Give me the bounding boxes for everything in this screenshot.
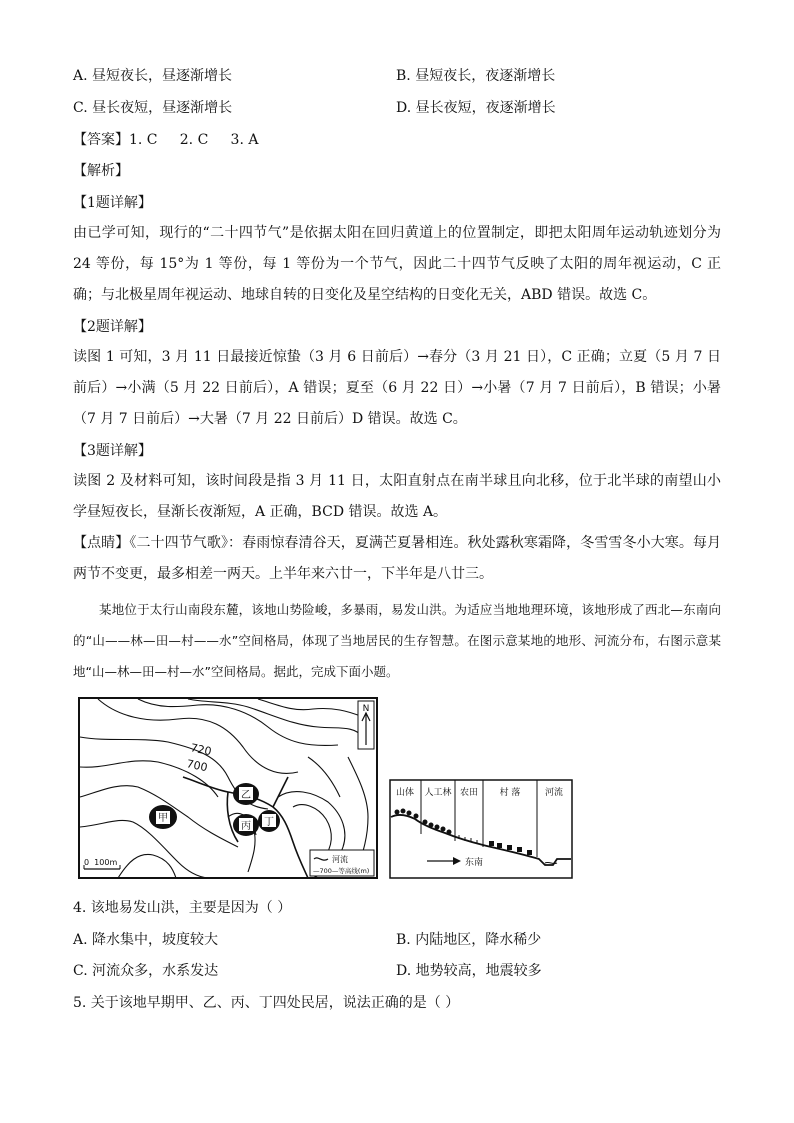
detail1-label: 【1题详解】: [73, 195, 152, 211]
legend-river: 河流: [332, 855, 348, 864]
q4-stem: 4. 该地易发山洪，主要是因为（ ）: [73, 900, 292, 916]
tip-label: 【点睛】: [73, 535, 130, 551]
detail2-text: 读图 1 可知，3 月 11 日最接近惊蛰（3 月 6 日前后）→春分（3 月 21 日），C 正确；立夏（5 月 7 日前后）→小满（5 月 22 日前后），A 错误；夏至（6 月 22 日）→小暑（7 月 7 日前后），B 错误；小暑（7 月 7 日前后）→大暑（7 月 22 日前后）D 错误。故选 C。: [73, 349, 721, 427]
q4-option-d: D. 地势较高，地震较多: [396, 963, 542, 979]
direction-label: 东南: [465, 858, 484, 868]
q5-stem: 5. 关于该地早期甲、乙、丙、丁四处民居，说法正确的是（ ）: [73, 995, 460, 1011]
contour-label-720: 720: [189, 741, 213, 759]
map-legend: [310, 850, 374, 876]
place-jia: 甲: [158, 813, 168, 824]
material-text: 某地位于太行山南段东麓，该地山势险峻，多暴雨，易发山洪。为适应当地地理环境，该地形成了西北—东南向的“山——林—田—村——水”空间格局，体现了当地居民的生存智慧。在图示意某地的地形、河流分布，右图示意某地“山—林—田—村—水”空间格局。据此，完成下面小题。: [73, 602, 721, 679]
topographic-map: [78, 697, 378, 879]
detail3-text: 读图 2 及材料可知，该时间段是指 3 月 11 日，太阳直射点在南半球且向北移，位于北半球的南望山小学昼短夜长，昼渐长夜渐短，A 正确，BCD 错误。故选 A。: [73, 473, 721, 520]
legend-contour: —700—等高线(m): [313, 867, 370, 875]
detail1-text: 由已学可知，现行的“二十四节气”是依据太阳在回归黄道上的位置制定，即把太阳周年运动轨迹划分为 24 等份，每 15°为 1 等份，每 1 等份为一个节气，因此二十四节气反映了太阳的周年视运动，C 正确；与北极星周年视运动、地球自转的日变化及星空结构的日变化无关，ABD 错误。故选 C。: [73, 225, 721, 303]
option-b: B. 昼短夜长，夜逐渐增长: [396, 68, 556, 84]
detail2-label: 【2题详解】: [73, 319, 152, 335]
scale-label: 0 100m: [84, 858, 118, 867]
zone-mountain: 山体: [395, 788, 415, 798]
answer-line: [73, 130, 258, 150]
zone-farmland: 农田: [459, 788, 479, 798]
option-d: D. 昼长夜短，夜逐渐增长: [396, 100, 556, 116]
zone-forest: 人工林: [424, 788, 452, 798]
option-a: A. 昼短夜长，昼逐渐增长: [73, 68, 233, 84]
zone-river: 河流: [544, 788, 564, 798]
place-ding: 丁: [264, 817, 274, 828]
contour-label-700: 700: [185, 757, 209, 775]
tip-paragraph: [73, 528, 721, 590]
q4-option-c: C. 河流众多，水系发达: [73, 963, 219, 979]
place-bing: 丙: [241, 821, 251, 832]
q4-option-b: B. 内陆地区，降水稀少: [396, 932, 542, 948]
zone-village: 村 落: [499, 788, 521, 798]
profile-diagram: [389, 779, 573, 879]
north-label: N: [362, 704, 370, 714]
answer-label: 【答案】: [73, 132, 129, 148]
detail3-label: 【3题详解】: [73, 443, 152, 459]
place-yi: 乙: [241, 790, 251, 801]
analysis-label: 【解析】: [73, 163, 129, 179]
north-arrow-icon: [358, 701, 374, 749]
option-c: C. 昼长夜短，昼逐渐增长: [73, 100, 233, 116]
tip-text: 《二十四节气歌》：春雨惊春清谷天，夏满芒夏暑相连。秋处露秋寒霜降，冬雪雪冬小大寒。每月两节不变更，最多相差一两天。上半年来六廿一，下半年是八廿三。: [73, 535, 722, 582]
q4-option-a: A. 降水集中，坡度较大: [73, 932, 219, 948]
answer-text: 1. C 2. C 3. A: [129, 132, 259, 148]
